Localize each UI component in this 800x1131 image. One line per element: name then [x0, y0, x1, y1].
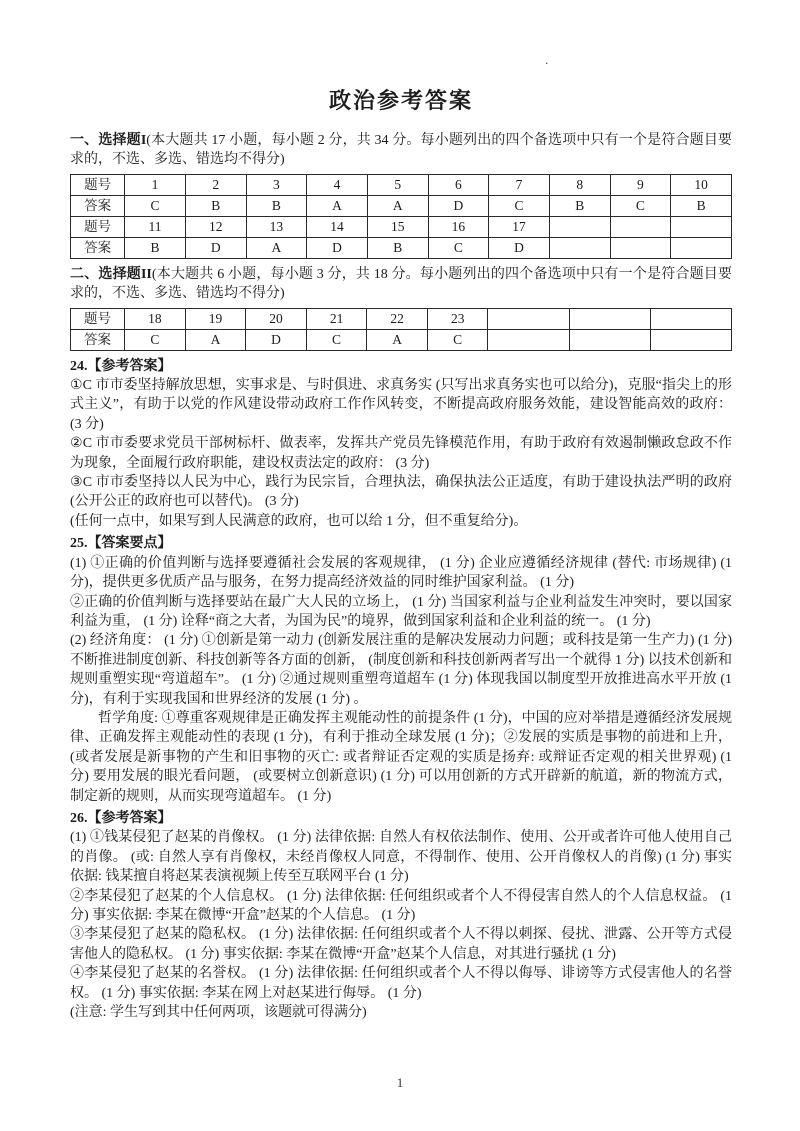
question-24-heading: 24.【参考答案】: [70, 358, 172, 374]
row-label-cell: 题号: [71, 174, 125, 195]
answer-cell: [650, 329, 731, 350]
table-row: [71, 195, 732, 216]
answer-cell: 13: [246, 216, 307, 237]
answer-paragraph: ①C 市市委坚持解放思想，实事求是、与时俱进、求真务实 (只写出求真务实也可以给分)，克服“指尖上的形式主义”，有助于以党的作风建设带动政府工作作风转变，不断提高政府服务效能，建设智能高效的政府： (3 分): [70, 378, 732, 432]
row-label-cell: 答案: [71, 329, 125, 350]
section2-intro: [70, 265, 732, 304]
question-25-answers: [70, 554, 732, 806]
answer-cell: D: [185, 237, 246, 258]
row-label-cell: 题号: [71, 308, 125, 329]
answer-cell: B: [671, 195, 732, 216]
answer-paragraph: ②正确的价值判断与选择要站在最广大人民的立场上， (1 分) 当国家利益与企业利益发生冲突时，要以国家利益为重， (1 分) 诠释“商之大者，为国为民”的境界，做到国家利益和企业利益的统一。 (1 分): [70, 594, 732, 629]
question-26-answers: [70, 828, 732, 1022]
answer-cell: B: [125, 237, 186, 258]
answer-cell: 10: [671, 174, 732, 195]
answer-cell: [671, 216, 732, 237]
question-24-answers: [70, 376, 732, 531]
answer-cell: 20: [246, 308, 307, 329]
answer-paragraph: (1) ①钱某侵犯了赵某的肖像权。 (1 分) 法律依据: 自然人有权依法制作、使用、公开或者许可他人使用自己的肖像。 (或: 自然人享有肖像权，未经肖像权人同意，不得制作、使用、公开肖像权人的肖像) (1 分) 事实依据: 钱某擅自将赵某表演视频上传至互联网平台 (1 分): [70, 830, 732, 885]
question-26-block: [70, 809, 732, 1022]
answer-cell: 11: [125, 216, 186, 237]
question-24-block: [70, 357, 732, 532]
table-row: [71, 329, 732, 350]
answer-cell: 9: [610, 174, 671, 195]
answer-cell: 5: [367, 174, 428, 195]
section2-heading: 二、选择题II: [70, 266, 152, 282]
answer-cell: [569, 329, 650, 350]
table-row: [71, 174, 732, 195]
answer-cell: B: [246, 195, 307, 216]
question-26-heading: 26.【参考答案】: [70, 810, 172, 826]
page-title: 政治参考答案: [328, 88, 473, 113]
answer-cell: 21: [306, 308, 367, 329]
answer-cell: 12: [185, 216, 246, 237]
row-label-cell: 答案: [71, 195, 125, 216]
answer-cell: [488, 308, 569, 329]
answer-cell: 2: [185, 174, 246, 195]
answers-table-2-body: [71, 308, 732, 350]
section2-description: (本大题共 6 小题，每小题 3 分，共 18 分。每小题列出的四个备选项中只有一个是符合题目要求的，不选、多选、错选均不得分): [70, 266, 732, 302]
answer-cell: A: [367, 329, 428, 350]
answer-cell: [610, 237, 671, 258]
answer-cell: D: [489, 237, 550, 258]
answer-cell: C: [125, 195, 186, 216]
answer-cell: C: [125, 329, 186, 350]
answer-paragraph: (注意: 学生写到其中任何两项，该题就可得满分): [70, 1005, 367, 1021]
answer-cell: C: [306, 329, 367, 350]
answer-cell: 4: [307, 174, 368, 195]
answer-cell: 15: [367, 216, 428, 237]
row-label-cell: 题号: [71, 216, 125, 237]
answer-cell: A: [307, 195, 368, 216]
answer-cell: B: [549, 195, 610, 216]
answer-cell: [650, 308, 731, 329]
section1-intro: [70, 131, 732, 170]
answer-cell: C: [489, 195, 550, 216]
answer-cell: 3: [246, 174, 307, 195]
answer-paragraph: ④李某侵犯了赵某的名誉权。 (1 分) 法律依据: 任何组织或者个人不得以侮辱、诽谤等方式侵害他人的名誉权。 (1 分) 事实依据: 李某在网上对赵某进行侮辱。 (1 分): [70, 966, 732, 1001]
answer-paragraph: (任何一点中，如果写到人民满意的政府，也可以给 1 分，但不重复给分)。: [70, 513, 528, 529]
answer-paragraph: 哲学角度: ①尊重客观规律是正确发挥主观能动性的前提条件 (1 分)，中国的应对举措是遵循经济发展规律、正确发挥主观能动性的表现 (1 分)，有利于推动全球发展 (1 分)；②发展的实质是事物的前进和上升， (或者发展是新事物的产生和旧事物的灭亡: 或者辩证否定观的实质是扬弃: 或辩证否定观的相关世界观) (1 分) 要用发展的眼光看问题， (或要树立创新意识) (1 分) 可以用创新的方式开辟新的航道，新的物流方式，制定新的规则，从而实现弯道超车。 (1 分): [70, 710, 732, 804]
answer-cell: [488, 329, 569, 350]
section1-heading: 一、选择题I: [70, 133, 147, 148]
answer-cell: 18: [125, 308, 186, 329]
answer-cell: 14: [307, 216, 368, 237]
answer-cell: 23: [427, 308, 488, 329]
answers-table-1: [70, 174, 732, 259]
answer-cell: [671, 237, 732, 258]
answers-table-1-body: [71, 174, 732, 258]
answer-cell: C: [610, 195, 671, 216]
table-row: [71, 308, 732, 329]
answer-cell: 8: [549, 174, 610, 195]
table-row: [71, 237, 732, 258]
answer-paragraph: (1) ①正确的价值判断与选择要遵循社会发展的客观规律， (1 分) 企业应遵循经济规律 (替代: 市场规律) (1 分)，提供更多优质产品与服务，在努力提高经济效益的同时维护国家利益。 (1 分): [70, 555, 732, 591]
answer-cell: 6: [428, 174, 489, 195]
answer-cell: 17: [489, 216, 550, 237]
answer-cell: [610, 216, 671, 237]
answer-cell: B: [185, 195, 246, 216]
table-row: [71, 216, 732, 237]
answer-cell: C: [428, 237, 489, 258]
answer-cell: A: [185, 329, 246, 350]
answer-cell: [569, 308, 650, 329]
stray-dot-mark: .: [545, 52, 549, 67]
answer-cell: D: [246, 329, 307, 350]
answer-cell: C: [427, 329, 488, 350]
answer-paragraph: (2) 经济角度： (1 分) ①创新是第一动力 (创新发展注重的是解决发展动力问题；或科技是第一生产力) (1 分) 不断推进制度创新、科技创新等各方面的创新， (制度创新和科技创新两者写出一个就得 1 分) 以技术创新和规则重塑实现“弯道超车”。 (1 分) ②通过规则重塑弯道超车 (1 分) 体现我国以制度型开放推进高水平开放 (1 分)，有利于实现我国和世界经济的发展 (1 分) 。: [70, 633, 732, 707]
answer-paragraph: ③李某侵犯了赵某的隐私权。 (1 分) 法律依据: 任何组织或者个人不得以刺探、侵扰、泄露、公开等方式侵害他人的隐私权。 (1 分) 事实依据: 李某在微博“开盒”赵某个人信息，对其进行骚扰 (1 分): [70, 927, 732, 962]
answer-cell: A: [246, 237, 307, 258]
answer-paragraph: ②李某侵犯了赵某的个人信息权。 (1 分) 法律依据: 任何组织或者个人不得侵害自然人的个人信息权益。 (1 分) 事实依据: 李某在微博“开盒”赵某的个人信息。 (1 分): [70, 888, 732, 923]
answer-cell: 7: [489, 174, 550, 195]
answer-cell: D: [428, 195, 489, 216]
answer-cell: [549, 216, 610, 237]
answer-cell: 1: [125, 174, 186, 195]
row-label-cell: 答案: [71, 237, 125, 258]
section1-description: (本大题共 17 小题，每小题 2 分，共 34 分。每小题列出的四个备选项中只有一个是符合题目要求的，不选、多选、错选均不得分): [70, 133, 732, 168]
question-25-heading: 25.【答案要点】: [70, 536, 172, 552]
answer-cell: D: [307, 237, 368, 258]
answers-table-2: [70, 308, 732, 351]
page-number: 1: [396, 1075, 404, 1090]
answer-paragraph: ③C 市市委坚持以人民为中心，践行为民宗旨，合理执法，确保执法公正适度，有助于建设执法严明的政府 (公开公正的政府也可以替代)。 (3 分): [70, 475, 732, 510]
answer-paragraph: ②C 市市委要求党员干部树标杆、做表率，发挥共产党员先锋模范作用，有助于政府有效遏制懒政怠政不作为现象，全面履行政府职能，建设权责法定的政府： (3 分): [70, 436, 732, 471]
answer-cell: B: [367, 237, 428, 258]
answer-cell: 19: [185, 308, 246, 329]
answer-cell: 16: [428, 216, 489, 237]
answer-cell: [549, 237, 610, 258]
answer-cell: A: [367, 195, 428, 216]
answer-cell: 22: [367, 308, 428, 329]
question-25-block: [70, 534, 732, 806]
